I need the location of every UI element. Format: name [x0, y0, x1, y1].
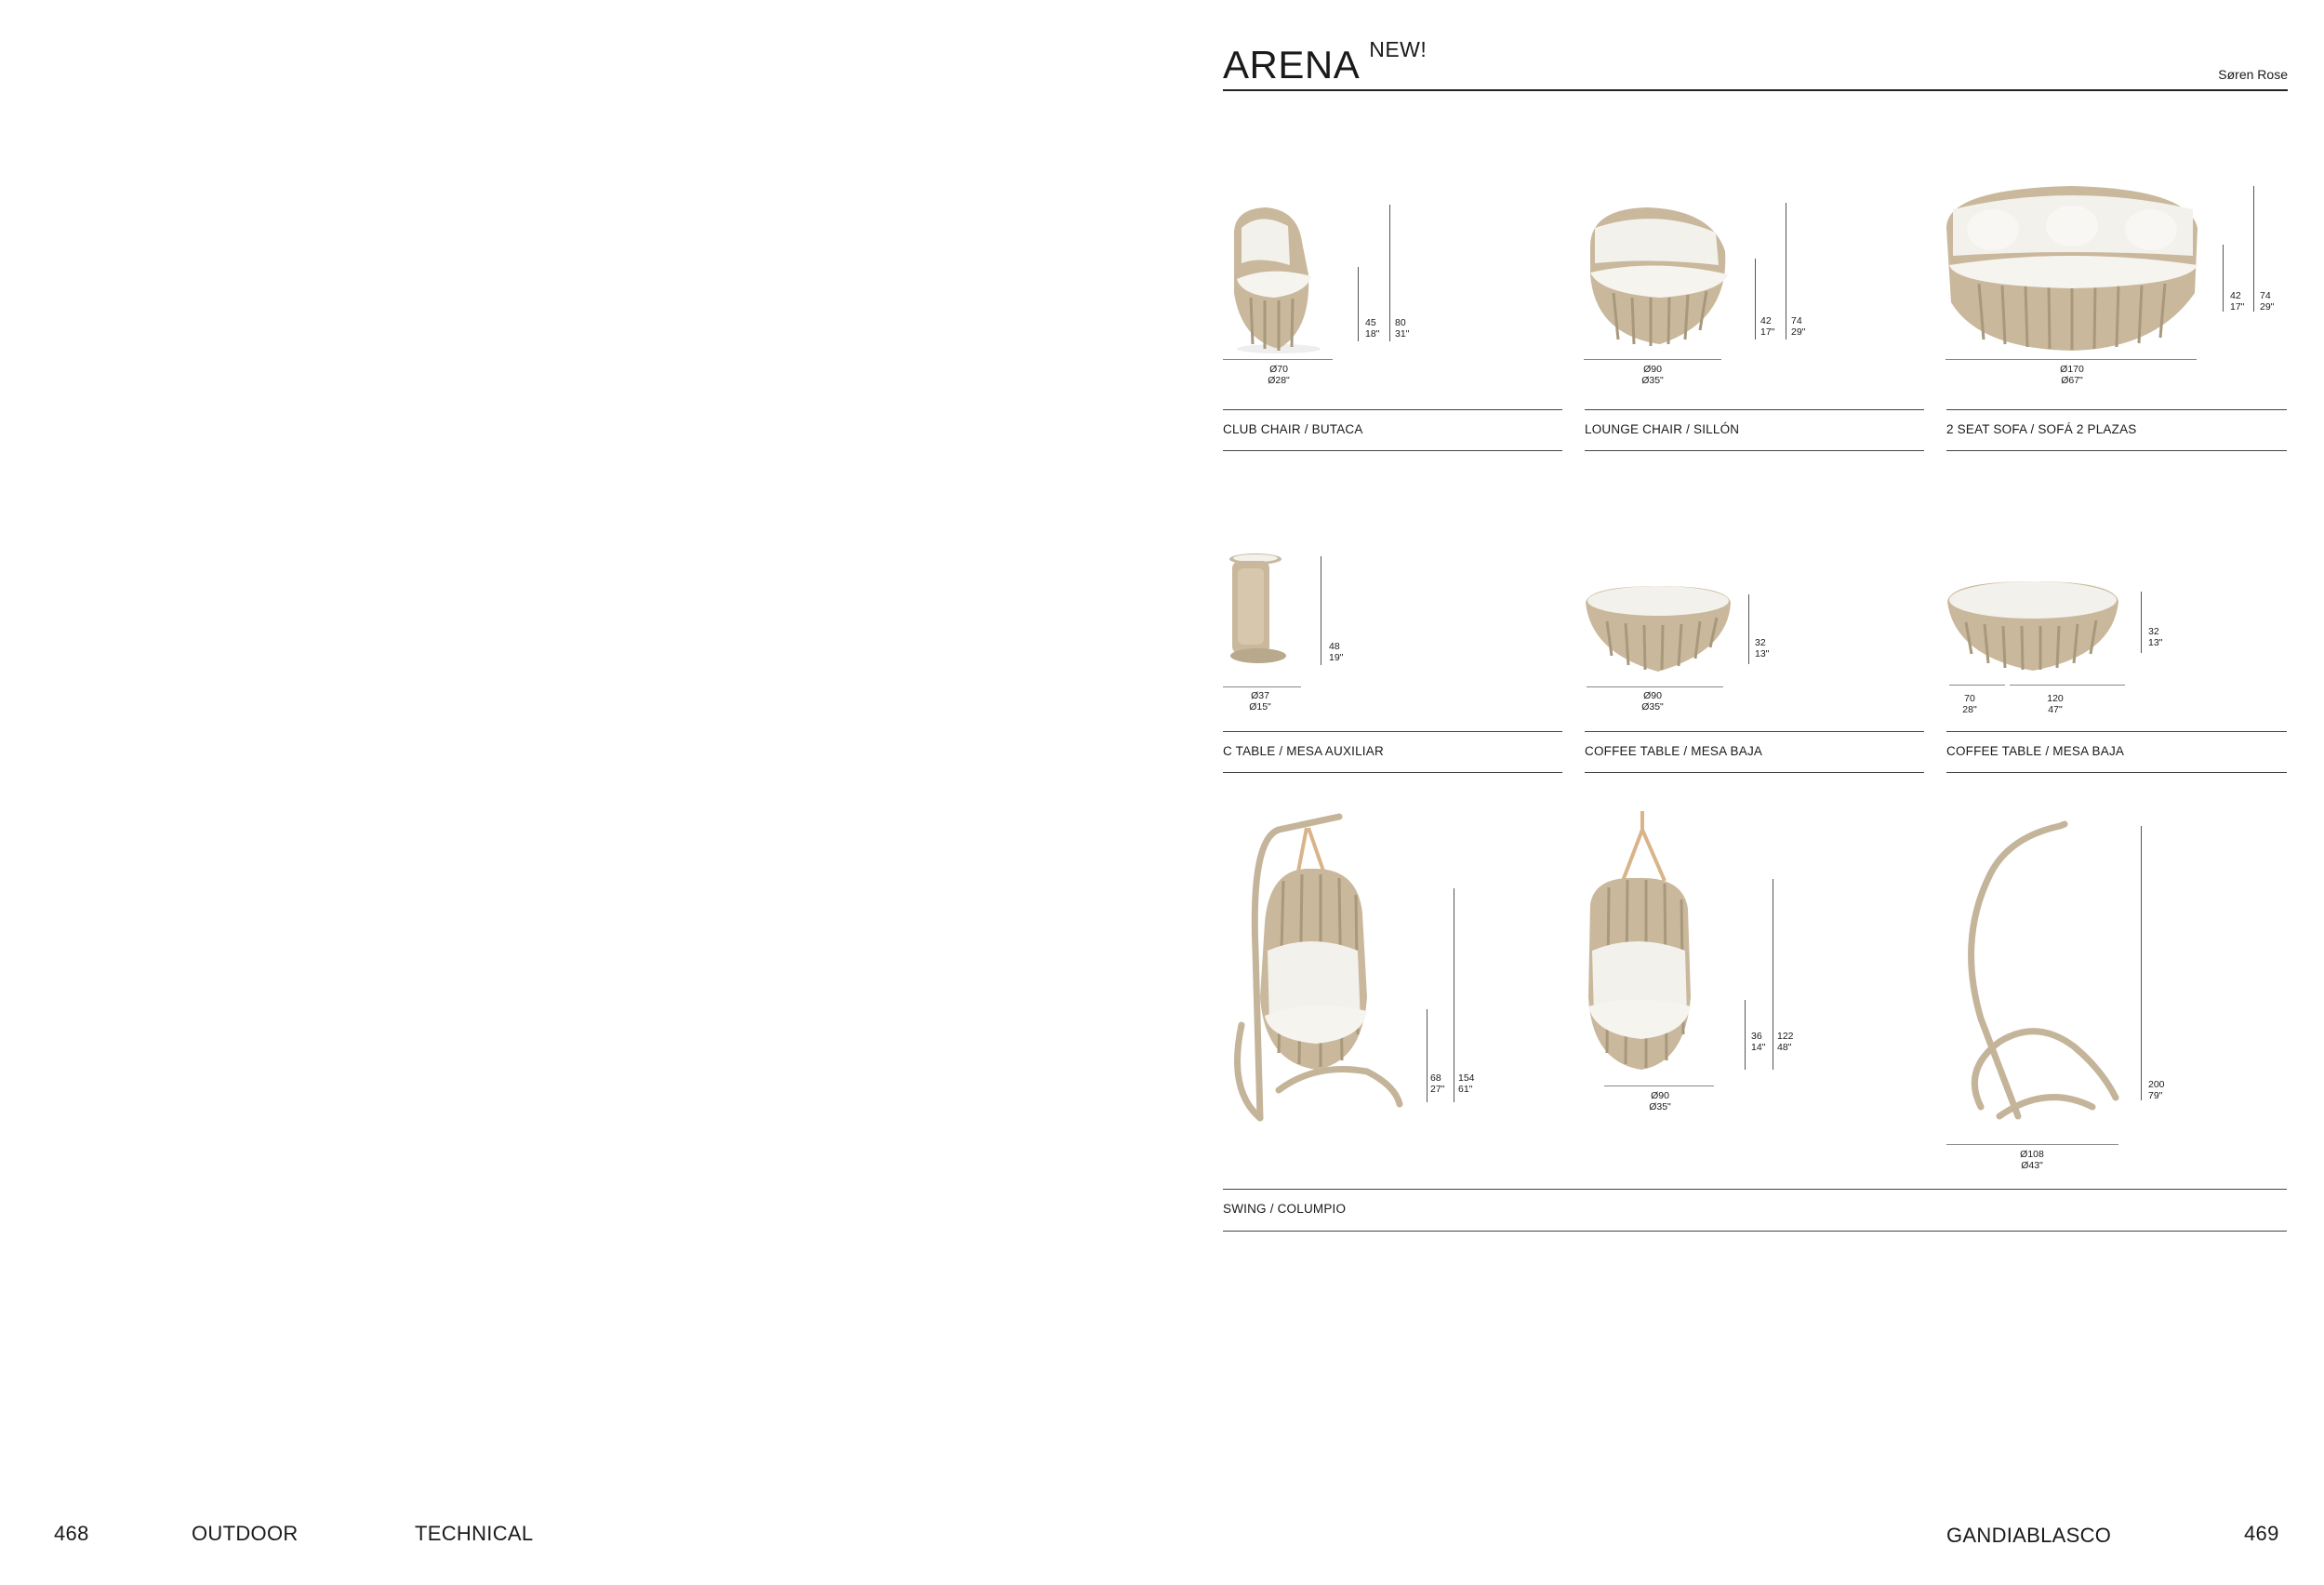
coffee-table-oval-label: COFFEE TABLE / MESA BAJA — [1946, 744, 2125, 758]
sofa-height-line — [2253, 186, 2254, 312]
sofa-height-dim: 74 29" — [2260, 290, 2275, 313]
row2-rule-top-3 — [1946, 731, 2287, 732]
sofa-width-line — [1946, 359, 2197, 360]
lounge-chair-diameter: Ø90 Ø35" — [1641, 364, 1664, 386]
row1-rule-bottom-3 — [1946, 450, 2287, 451]
sofa-image — [1942, 181, 2202, 358]
coffee-table-round-width-line — [1587, 686, 1723, 687]
page-number-right: 469 — [2244, 1522, 2279, 1545]
stand-width-line — [1946, 1144, 2118, 1145]
lounge-chair-height-dim: 74 29" — [1791, 315, 1806, 338]
sofa-label: 2 SEAT SOFA / SOFÁ 2 PLAZAS — [1946, 422, 2137, 436]
hanging-chair-height-dim: 122 48" — [1777, 1031, 1794, 1053]
coffee-table-oval-image — [1946, 581, 2120, 674]
row2-rule-top-2 — [1585, 731, 1924, 732]
lounge-chair-label: LOUNGE CHAIR / SILLÓN — [1585, 422, 1740, 436]
row1-rule-bottom-2 — [1585, 450, 1924, 451]
club-chair-width-line — [1223, 359, 1333, 360]
c-table-label: C TABLE / MESA AUXILIAR — [1223, 744, 1384, 758]
stand-height-dim: 200 79" — [2148, 1079, 2165, 1101]
row2-rule-bottom-2 — [1585, 772, 1924, 773]
row1-rule-top-3 — [1946, 409, 2287, 410]
designer-name: Søren Rose — [2218, 67, 2288, 82]
club-chair-seat-dim: 45 18" — [1365, 317, 1380, 340]
c-table-diameter: Ø37 Ø15" — [1249, 690, 1271, 713]
page-title — [1223, 37, 1428, 87]
c-table-image — [1223, 552, 1288, 668]
page-number-left: 468 — [54, 1522, 89, 1545]
coffee-table-oval-depth-line — [1949, 685, 2005, 686]
sofa-diameter: Ø170 Ø67" — [2060, 364, 2084, 386]
hanging-chair-seat-dim: 36 14" — [1751, 1031, 1766, 1053]
club-chair-diameter: Ø70 Ø28" — [1268, 364, 1290, 386]
club-chair-height-line — [1389, 205, 1390, 341]
coffee-table-round-height-dim: 32 13" — [1755, 637, 1770, 659]
hanging-chair-seat-line — [1745, 1000, 1746, 1070]
footer-subsection: TECHNICAL — [415, 1522, 534, 1545]
club-chair-label: CLUB CHAIR / BUTACA — [1223, 422, 1363, 436]
club-chair-image — [1223, 200, 1339, 358]
coffee-table-round-diameter: Ø90 Ø35" — [1641, 690, 1664, 713]
stand-height-line — [2141, 826, 2142, 1100]
lounge-chair-seat-dim: 42 17" — [1760, 315, 1775, 338]
stand-diameter: Ø108 Ø43" — [2020, 1149, 2044, 1171]
club-chair-seat-line — [1358, 267, 1359, 341]
c-table-height-dim: 48 19" — [1329, 641, 1344, 663]
footer-section: OUTDOOR — [192, 1522, 299, 1545]
club-chair-height-dim: 80 31" — [1395, 317, 1410, 340]
lounge-chair-seat-line — [1755, 259, 1756, 340]
coffee-table-round-image — [1584, 586, 1733, 674]
sofa-seat-line — [2223, 245, 2224, 312]
header-rule — [1223, 89, 2288, 91]
sofa-seat-dim: 42 17" — [2230, 290, 2245, 313]
coffee-table-oval-width-line — [2010, 685, 2125, 686]
coffee-table-round-height-line — [1748, 594, 1749, 664]
row1-rule-bottom-1 — [1223, 450, 1562, 451]
lounge-chair-image — [1581, 200, 1734, 358]
coffee-table-oval-height-dim: 32 13" — [2148, 626, 2163, 648]
coffee-table-round-label: COFFEE TABLE / MESA BAJA — [1585, 744, 1763, 758]
coffee-table-oval-depth-dim: 70 28" — [1962, 693, 1977, 715]
swing-label: SWING / COLUMPIO — [1223, 1202, 1347, 1216]
new-badge: NEW! — [1369, 37, 1428, 61]
row3-rule-top — [1223, 1189, 2287, 1190]
swing-stand-image — [1944, 819, 2130, 1125]
title-text: ARENA — [1223, 43, 1361, 87]
hanging-chair-diameter: Ø90 Ø35" — [1649, 1090, 1671, 1112]
row1-rule-top-2 — [1585, 409, 1924, 410]
lounge-chair-width-line — [1584, 359, 1721, 360]
c-table-width-line — [1223, 686, 1301, 687]
swing-seat-dim: 68 27" — [1430, 1072, 1445, 1095]
swing-seat-line — [1427, 1009, 1428, 1102]
coffee-table-oval-height-line — [2141, 592, 2142, 653]
swing-height-dim: 154 61" — [1458, 1072, 1475, 1095]
row3-rule-bottom — [1223, 1231, 2287, 1232]
row2-rule-top-1 — [1223, 731, 1562, 732]
row2-rule-bottom-1 — [1223, 772, 1562, 773]
row2-rule-bottom-3 — [1946, 772, 2287, 773]
hanging-chair-image — [1581, 811, 1720, 1081]
coffee-table-oval-width-dim: 120 47" — [2047, 693, 2064, 715]
row1-rule-top-1 — [1223, 409, 1562, 410]
swing-with-stand-image — [1223, 811, 1409, 1127]
footer-brand: GANDIABLASCO — [1946, 1524, 2112, 1547]
